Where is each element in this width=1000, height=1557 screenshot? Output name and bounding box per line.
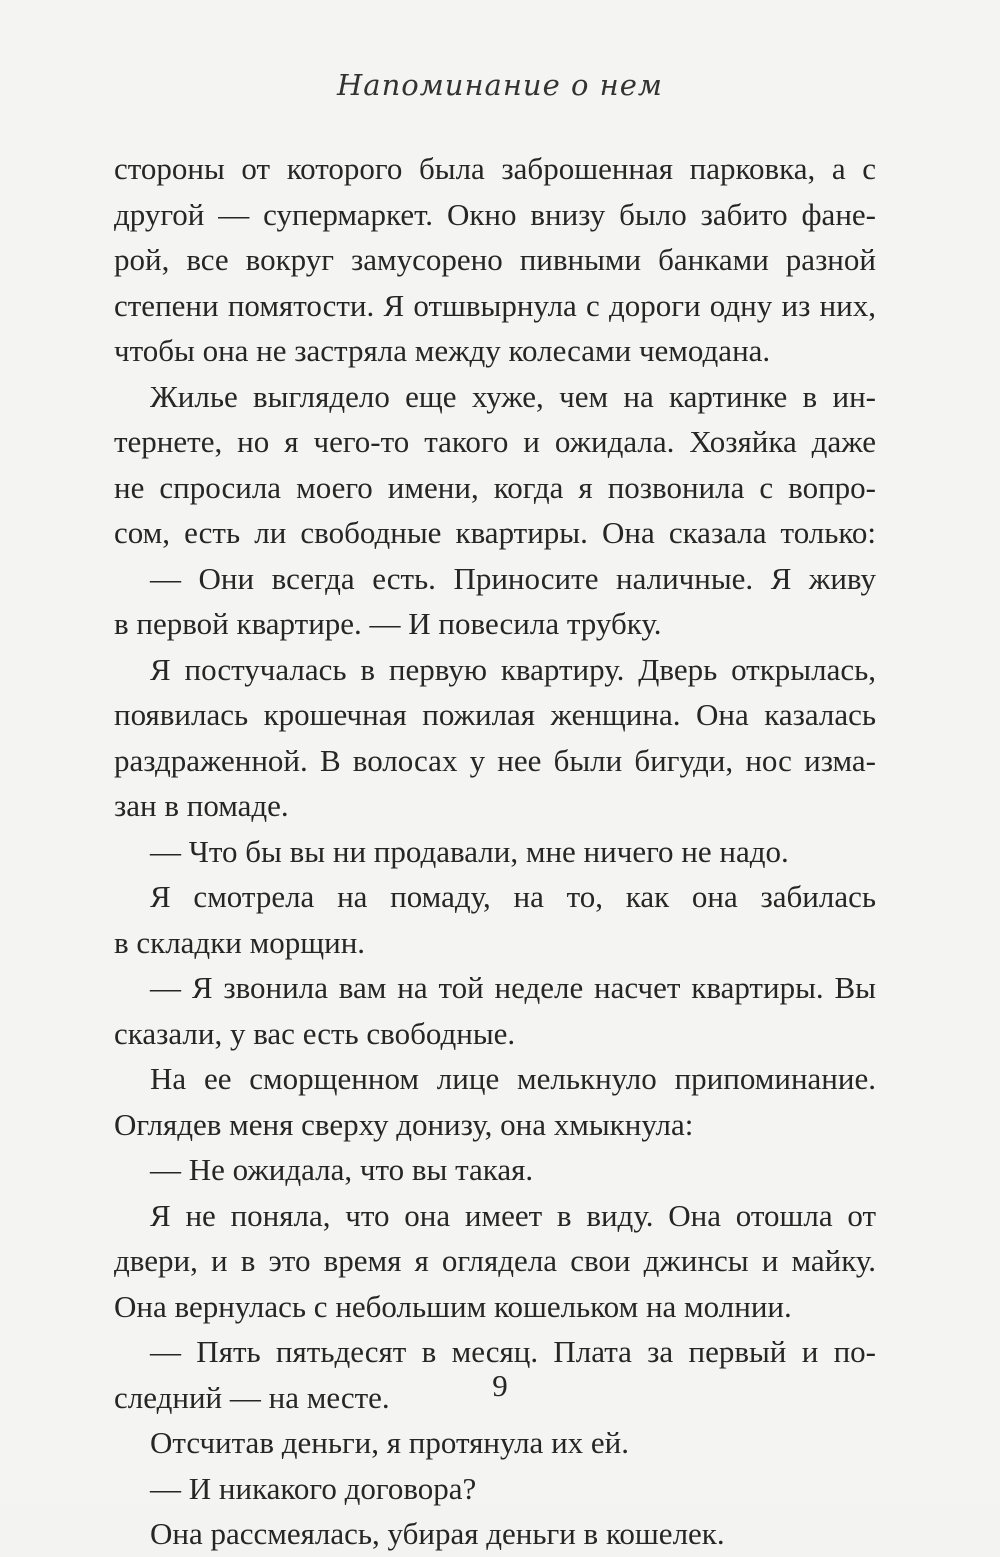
text-line: — Пять пятьдесят в месяц. Плата за первый и по- (150, 1334, 876, 1369)
text-line: стороны от которого была заброшенная парковка, а с (114, 151, 876, 186)
text-line: степени помятости. Я отшвырнула с дороги одну из них, (114, 287, 876, 323)
text-line: сом, есть ли свободные квартиры. Она сказала только: (114, 515, 876, 550)
text-line: Оглядев меня сверху донизу, она хмыкнула: (114, 1106, 694, 1142)
text-line: Я не поняла, что она имеет в виду. Она отошла от (150, 1197, 876, 1233)
text-line: двери, и в это время я оглядела свои джинсы и майку. (114, 1243, 876, 1278)
text-line: — Что бы вы ни продавали, мне ничего не надо. (150, 833, 789, 869)
text-line: рой, все вокруг замусорено пивными банками разной (114, 242, 876, 277)
text-line: Она вернулась с небольшим кошельком на молнии. (114, 1288, 792, 1324)
text-line: Она рассмеялась, убирая деньги в кошелек. (150, 1516, 725, 1551)
text-line: другой — супермаркет. Окно внизу было забито фане- (114, 196, 876, 232)
text-line: — И никакого договора? (150, 1470, 477, 1506)
text-line: зан в помаде. (114, 788, 289, 823)
text-line: появилась крошечная пожилая женщина. Она казалась (114, 697, 876, 732)
text-line: На ее сморщенном лице мелькнуло припоминание. (150, 1061, 876, 1096)
text-line: тернете, но я чего-то такого и ожидала. Хозяйка даже (114, 424, 876, 459)
running-head: Напоминание о нем (337, 68, 663, 102)
page-number: 9 (492, 1368, 508, 1403)
text-line: в складки морщин. (114, 924, 366, 960)
text-line: в первой квартире. — И повесила трубку. (114, 606, 662, 641)
body-text (114, 146, 876, 1557)
text-line: сказали, у вас есть свободные. (114, 1015, 516, 1051)
text-line: раздраженной. В волосах у нее были бигуди, нос изма- (114, 742, 876, 778)
text-line: чтобы она не застряла между колесами чемодана. (114, 333, 771, 368)
text-line: — Я звонила вам на той неделе насчет квартиры. Вы (150, 970, 876, 1005)
text-line: Отсчитав деньги, я протянула их ей. (150, 1425, 630, 1460)
text-line: Жилье выглядело еще хуже, чем на картинке в ин- (150, 378, 876, 414)
text-line: следний — на месте. (114, 1379, 390, 1415)
text-line: Я постучалась в первую квартиру. Дверь открылась, (150, 651, 876, 687)
text-line: — Не ожидала, что вы такая. (150, 1152, 534, 1187)
text-line: не спросила моего имени, когда я позвонила с вопро- (114, 469, 876, 505)
text-line: — Они всегда есть. Приносите наличные. Я живу (150, 560, 876, 596)
text-line: Я смотрела на помаду, на то, как она забилась (150, 879, 876, 914)
